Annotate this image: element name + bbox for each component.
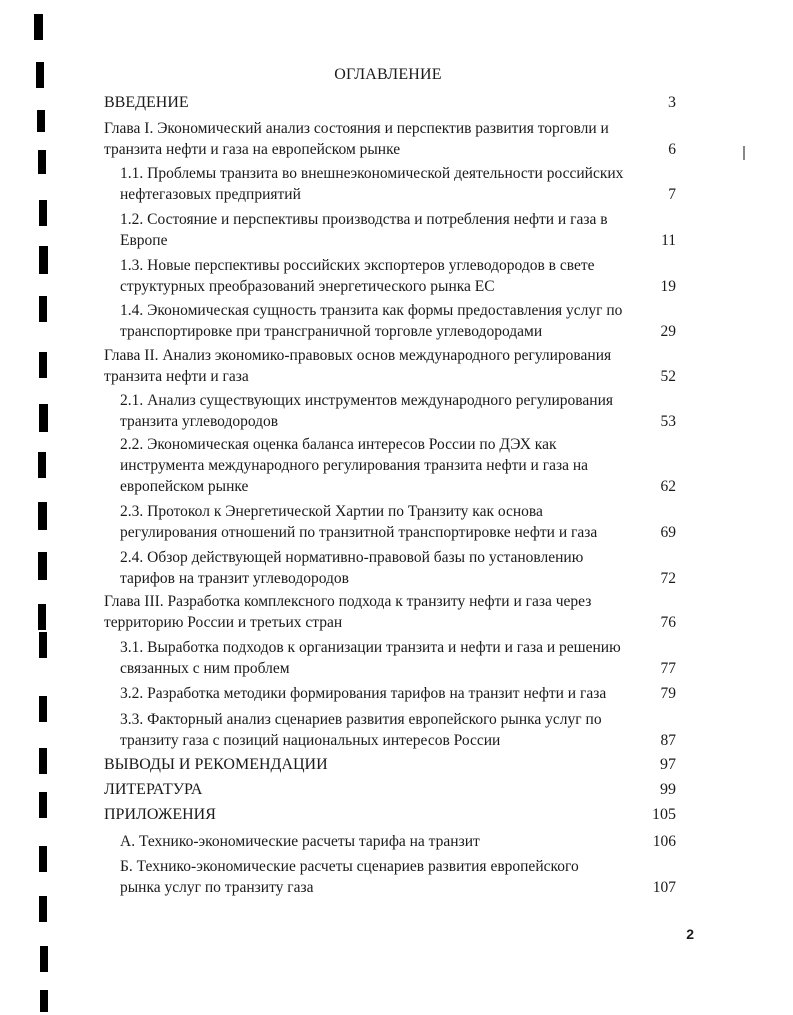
toc-entry-line — [104, 591, 676, 612]
toc-entry-text: Глава II. Анализ экономико-правовых основ международного регулирования — [104, 347, 612, 364]
toc-entry-text: 2.3. Протокол к Энергетической Хартии по Транзиту как основа — [120, 503, 543, 520]
toc-entry-line — [120, 709, 676, 730]
toc-entry — [120, 390, 676, 432]
toc-entry-line — [120, 568, 676, 589]
toc-entry-line — [104, 366, 676, 387]
toc-entry-line — [120, 230, 676, 251]
toc-entry-text: связанных с ним проблем — [120, 660, 290, 677]
toc-entry-text: А. Технико-экономические расчеты тарифа на транзит — [120, 833, 480, 850]
toc-entry-text: 3.1. Выработка подходов к организации транзита и нефти и газа и решению — [120, 639, 621, 656]
toc-entry-line — [104, 754, 676, 775]
toc-page-number: 62 — [660, 478, 676, 495]
toc-entry-line — [120, 455, 676, 476]
toc-entry-line — [120, 390, 676, 411]
toc-entry — [120, 547, 676, 589]
toc-entry-line — [120, 184, 676, 205]
toc-entry-line — [104, 804, 676, 825]
toc-entry — [120, 434, 676, 497]
toc-entry-text: территорию России и третьих стран — [104, 614, 343, 631]
toc-entry-line — [120, 276, 676, 297]
toc-entry-text: ЛИТЕРАТУРА — [104, 781, 203, 798]
toc-page-number: 19 — [660, 278, 676, 295]
toc-entry-line — [120, 255, 676, 276]
toc-entry-text: рынка услуг по транзиту газа — [120, 879, 314, 896]
toc-entry-text: Глава I. Экономический анализ состояния и перспектив развития торговли и — [104, 120, 609, 137]
toc-entry-text: ПРИЛОЖЕНИЯ — [104, 806, 216, 823]
toc-entry-line — [120, 856, 676, 877]
toc-page-number: 6 — [668, 141, 676, 158]
toc-entry-line — [120, 209, 676, 230]
toc-page-number: 97 — [660, 756, 676, 773]
toc-entry — [104, 591, 676, 633]
toc-entry — [120, 501, 676, 543]
toc-entry — [120, 255, 676, 297]
toc-entry — [120, 637, 676, 679]
toc-entry — [120, 831, 676, 852]
toc-entry-text: Европе — [120, 232, 168, 249]
toc-entry — [104, 118, 676, 160]
toc-entry-text: 1.2. Состояние и перспективы производства и потребления нефти и газа в — [120, 211, 608, 228]
toc-entry-line — [104, 779, 676, 800]
toc-page-number: 79 — [660, 685, 676, 702]
toc-entry — [104, 804, 676, 825]
toc-entry-line — [120, 683, 676, 704]
toc-entry-text: 1.4. Экономическая сущность транзита как формы предоставления услуг по — [120, 302, 623, 319]
toc-entry-text: Глава III. Разработка комплексного подхода к транзиту нефти и газа через — [104, 593, 592, 610]
toc-entry-line — [120, 163, 676, 184]
toc-entry-text: тарифов на транзит углеводородов — [120, 570, 349, 587]
toc-entry — [120, 709, 676, 751]
toc-page-number: 29 — [660, 323, 676, 340]
toc-entry-line — [120, 434, 676, 455]
toc-page-number: 87 — [660, 732, 676, 749]
toc-entry-line — [120, 476, 676, 497]
toc-entry-text: 3.3. Факторный анализ сценариев развития европейского рынка услуг по — [120, 711, 602, 728]
toc-entry-line — [104, 612, 676, 633]
page-number: 2 — [686, 926, 694, 942]
toc-entry-line — [120, 501, 676, 522]
toc-entry-text: Б. Технико-экономические расчеты сценариев развития европейского — [120, 858, 579, 875]
toc-entry-text: европейском рынке — [120, 478, 249, 495]
toc-entry-line — [104, 139, 676, 160]
toc-entry — [104, 754, 676, 775]
toc-entry-text: ВЫВОДЫ И РЕКОМЕНДАЦИИ — [104, 756, 328, 773]
toc-entry-text: транзита нефти и газа на европейском рынке — [104, 141, 401, 158]
toc-page-number: 53 — [660, 413, 676, 430]
toc-entry-text: 1.1. Проблемы транзита во внешнеэкономической деятельности российских — [120, 165, 624, 182]
toc-page-number: 107 — [652, 879, 676, 896]
toc-entry — [104, 345, 676, 387]
toc-page-number: 3 — [668, 94, 676, 111]
toc-entry-text: нефтегазовых предприятий — [120, 186, 301, 203]
toc-page-number: 99 — [660, 781, 676, 798]
toc-page-number: 77 — [660, 660, 676, 677]
toc-entry-text: инструмента международного регулирования транзита нефти и газа на — [120, 457, 589, 474]
toc-entry-line — [120, 522, 676, 543]
toc-page-number: 106 — [652, 833, 676, 850]
toc-page-number: 69 — [660, 524, 676, 541]
toc-entry-text: транзита углеводородов — [120, 413, 279, 430]
toc-entry-text: транспортировке при трансграничной торговле углеводородами — [120, 323, 543, 340]
scan-edge-marks — [30, 0, 60, 1015]
toc-entry-line — [120, 300, 676, 321]
toc-entry — [104, 92, 676, 113]
toc-entry — [120, 300, 676, 342]
toc-entry — [120, 163, 676, 205]
toc-page-number: 7 — [668, 186, 676, 203]
toc-entry — [120, 856, 676, 898]
toc-entry-line — [120, 730, 676, 751]
toc-entry-text: транзиту газа с позиций национальных интересов России — [120, 732, 501, 749]
toc-entry-text: 2.4. Обзор действующей нормативно-правовой базы по установлению — [120, 549, 584, 566]
toc-entry-text: 2.2. Экономическая оценка баланса интересов России по ДЭХ как — [120, 436, 557, 453]
toc-entry-text: 2.1. Анализ существующих инструментов международного регулирования — [120, 392, 614, 409]
toc-entry — [120, 683, 676, 704]
toc-entry-line — [104, 118, 676, 139]
toc-entry-line — [104, 92, 676, 113]
toc-entry-line — [120, 637, 676, 658]
toc-page-number: 52 — [660, 368, 676, 385]
toc-page-number: 105 — [652, 806, 676, 823]
toc-title: ОГЛАВЛЕНИЕ — [334, 66, 442, 83]
toc-entry-line — [120, 321, 676, 342]
toc-entry — [104, 779, 676, 800]
toc-entry-text: 1.3. Новые перспективы российских экспортеров углеводородов в свете — [120, 257, 595, 274]
toc-entry-text: 3.2. Разработка методики формирования тарифов на транзит нефти и газа — [120, 685, 607, 702]
toc-page-number: 76 — [660, 614, 676, 631]
toc-entry-line — [120, 877, 676, 898]
toc-page-number: 11 — [661, 232, 676, 249]
toc-entry-line — [120, 411, 676, 432]
toc-entry-line — [104, 345, 676, 366]
toc-page-number: 72 — [660, 570, 676, 587]
toc-entry-text: ВВЕДЕНИЕ — [104, 94, 189, 111]
toc-entry-text: транзита нефти и газа — [104, 368, 249, 385]
toc-entry-line — [120, 831, 676, 852]
toc-entry-line — [120, 658, 676, 679]
toc-entry — [120, 209, 676, 251]
toc-entry-line — [120, 547, 676, 568]
toc-entry-text: структурных преобразований энергетического рынка ЕС — [120, 278, 495, 295]
toc-entry-text: регулирования отношений по транзитной транспортировке нефти и газа — [120, 524, 598, 541]
